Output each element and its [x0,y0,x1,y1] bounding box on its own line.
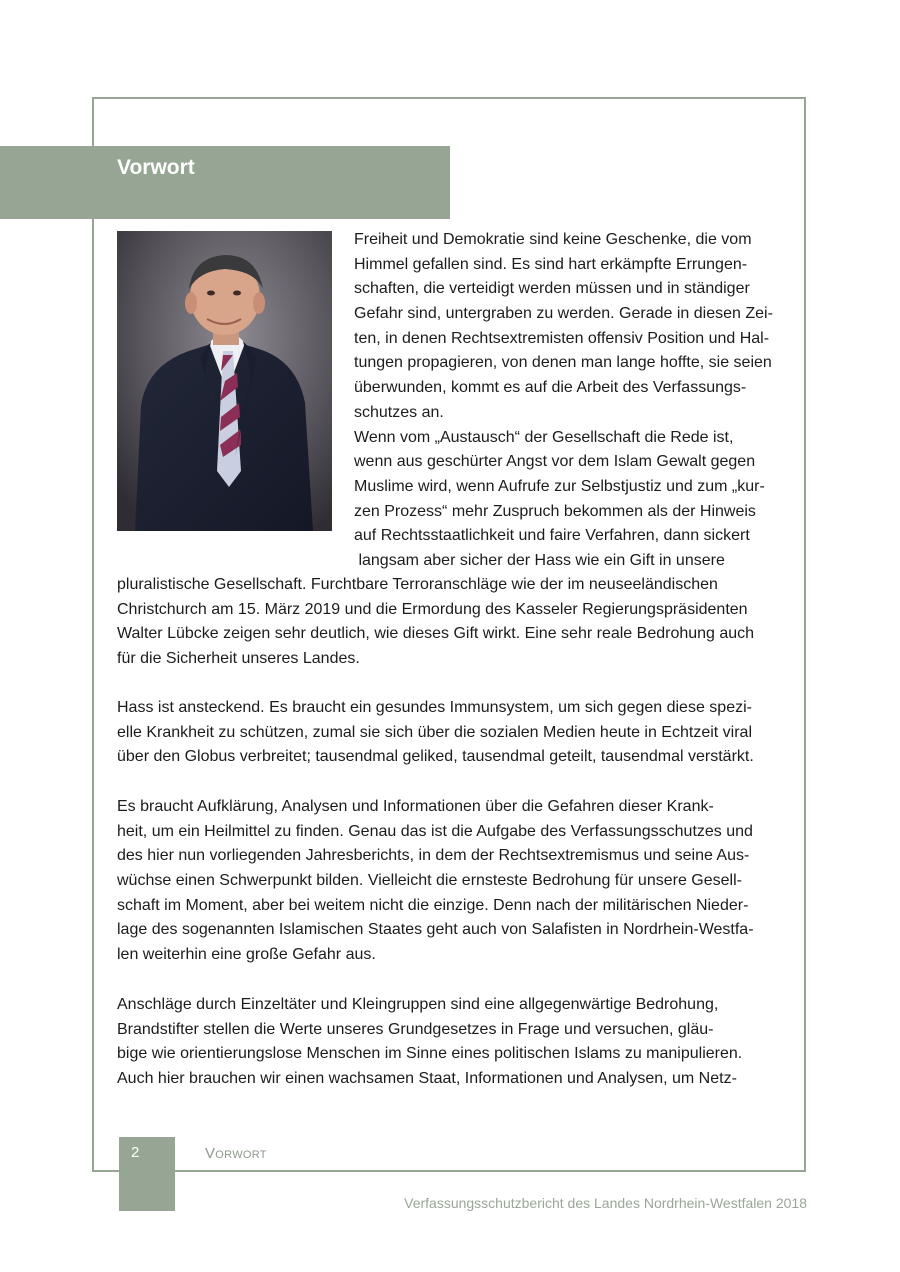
text-line: lage des sogenannten Islamischen Staates geht auch von Salafisten in Nordrhein-Westfa- [117,921,754,939]
text-line: wüchse einen Schwerpunkt bilden. Vielleicht die ernsteste Bedrohung für unsere Gesell- [117,872,742,890]
intro-column-text [354,228,773,574]
text-line: langsam aber sicher der Hass wie ein Gift in unsere [354,551,725,569]
text-line: Brandstifter stellen die Werte unseres Grundgesetzes in Frage und versuchen, gläu- [117,1020,714,1038]
text-line: Anschläge durch Einzeltäter und Kleingruppen sind eine allgegenwärtige Bedrohung, [117,996,719,1013]
text-line: pluralistische Gesellschaft. Furchtbare Terroranschläge wie der im neuseeländischen [117,576,718,593]
text-line: schaft im Moment, aber bei weitem nicht die einzige. Denn nach der militärischen Nieder- [117,896,749,914]
text-line: Gefahr sind, untergraben zu werden. Gerade in diesen Zei- [354,305,773,323]
text-line: Es braucht Aufklärung, Analysen und Informationen über die Gefahren dieser Krank- [117,798,714,815]
text-line: Hass ist ansteckend. Es braucht ein gesundes Immunsystem, um sich gegen diese spezi- [117,699,752,716]
page-number: 2 [131,1144,140,1161]
text-line: Walter Lübcke zeigen sehr deutlich, wie dieses Gift wirkt. Eine sehr reale Bedrohung auch [117,625,755,643]
text-line: len weiterhin eine große Gefahr aus. [117,946,376,964]
text-line: bige wie orientierungslose Menschen im Sinne eines politischen Islams zu manipulieren. [117,1045,743,1063]
section-label: Vorwort [205,1145,267,1162]
page-number-box [119,1137,175,1211]
intro-continuation-text [117,573,754,672]
text-line: Freiheit und Demokratie sind keine Geschenke, die vom [354,231,752,248]
paragraph-3 [117,795,754,968]
text-line: über den Globus verbreitet; tausendmal geliked, tausendmal geteilt, tausendmal verstärkt. [117,748,754,766]
text-line: schaften, die verteidigt werden müssen und in ständiger [354,280,750,298]
text-line: tungen propagieren, von denen man lange hoffte, sie seien [354,354,772,372]
text-line: ten, in denen Rechtsextremisten offensiv Position und Hal- [354,329,770,347]
text-line: zen Prozess“ mehr Zuspruch bekommen als der Hinweis [354,502,756,520]
page-title: Vorwort [117,156,195,179]
title-bar [0,146,450,219]
paragraph-4 [117,993,742,1092]
text-line: für die Sicherheit unseres Landes. [117,650,360,668]
text-line: schutzes an. [354,403,444,421]
text-line: Muslime wird, wenn Aufrufe zur Selbstjustiz und zum „kur- [354,477,765,495]
text-line: elle Krankheit zu schützen, zumal sie sich über die sozialen Medien heute in Echtzeit viral [117,723,752,741]
text-line: des hier nun vorliegenden Jahresberichts, in dem der Rechtsextremismus und seine Aus- [117,847,750,865]
text-line: auf Rechtsstaatlichkeit und faire Verfahren, dann sickert [354,527,750,545]
portrait-photo-icon [117,231,332,531]
footer-document-title: Verfassungsschutzbericht des Landes Nordrhein-Westfalen 2018 [404,1195,807,1211]
text-line: wenn aus geschürter Angst vor dem Islam Gewalt gegen [354,453,756,471]
text-line: Himmel gefallen sind. Es sind hart erkämpfte Errungen- [354,255,748,273]
text-line: Auch hier brauchen wir einen wachsamen Staat, Informationen und Analysen, um Netz- [117,1070,737,1088]
paragraph-2 [117,696,754,770]
text-line: heit, um ein Heilmittel zu finden. Genau das ist die Aufgabe des Verfassungsschutzes und [117,822,753,840]
text-line: Wenn vom „Austausch“ der Gesellschaft die Rede ist, [354,428,734,446]
text-line: überwunden, kommt es auf die Arbeit des Verfassungs- [354,379,747,397]
text-line: Christchurch am 15. März 2019 und die Ermordung des Kasseler Regierungspräsidenten [117,600,748,618]
